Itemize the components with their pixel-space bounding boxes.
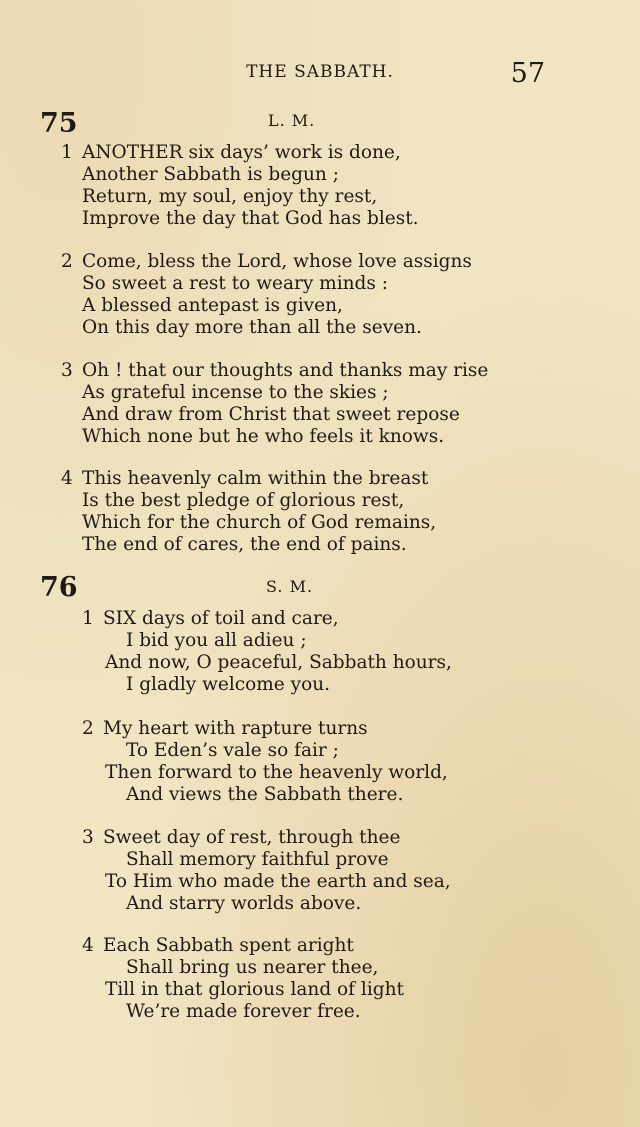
stanza-line: Which for the church of God remains, [82,512,437,533]
stanza-number: 1 [61,142,73,163]
stanza-line: And starry worlds above. [126,893,362,914]
stanza-line [82,608,452,630]
hymn-meter: S. M. [266,577,314,596]
stanza-line: Then forward to the heavenly world, [105,762,448,783]
stanza-line [82,718,448,740]
verse-text: Oh ! that our thoughts and thanks may rise [82,360,489,381]
stanza [61,251,472,339]
stanza-line: And views the Sabbath there. [126,784,404,805]
stanza-line [61,251,472,273]
stanza-line: Which none but he who feels it knows. [82,426,445,447]
stanza-number: 1 [82,608,94,629]
stanza-line [61,142,419,164]
verse-text: This heavenly calm within the breast [82,468,429,489]
stanza-number: 2 [61,251,73,272]
stanza-line: Is the best pledge of glorious rest, [82,490,405,511]
verse-text: Sweet day of rest, through thee [103,827,401,848]
stanza-line: The end of cares, the end of pains. [82,534,407,555]
hymn-number: 76 [40,572,78,603]
stanza-line: And now, O peaceful, Sabbath hours, [105,652,452,673]
stanza [82,718,448,806]
stanza-number: 4 [82,935,94,956]
stanza [61,468,436,556]
stanza-line [82,827,451,849]
verse-text: Each Sabbath spent aright [103,935,354,956]
verse-text: SIX days of toil and care, [103,608,339,629]
stanza-line: As grateful incense to the skies ; [82,382,389,403]
stanza-line: To Eden’s vale so fair ; [126,740,339,761]
stanza-line: Shall memory faithful prove [126,849,389,870]
stanza [82,608,452,696]
hymn-number: 75 [40,108,78,139]
stanza-number: 3 [82,827,94,848]
stanza-number: 4 [61,468,73,489]
stanza-line: Shall bring us nearer thee, [126,957,379,978]
stanza-line: A blessed antepast is given, [82,295,343,316]
stanza-line: Another Sabbath is begun ; [82,164,339,185]
verse-text: Come, bless the Lord, whose love assigns [82,251,472,272]
stanza-number: 3 [61,360,73,381]
stanza [82,935,404,1023]
stanza-line: I gladly welcome you. [126,674,331,695]
stanza-line: I bid you all adieu ; [126,630,307,651]
verse-text: ANOTHER six days’ work is done, [82,142,401,163]
verse-text: My heart with rapture turns [103,718,368,739]
running-title: THE SABBATH. [246,62,394,82]
stanza-line: To Him who made the earth and sea, [105,871,451,892]
stanza-line: Return, my soul, enjoy thy rest, [82,186,378,207]
stanza-line: We’re made forever free. [126,1001,361,1022]
stanza-line: Improve the day that God has blest. [82,208,419,229]
stanza-line: So sweet a rest to weary minds : [82,273,389,294]
stanza-line: On this day more than all the seven. [82,317,422,338]
stanza-line [61,360,488,382]
hymn-meter: L. M. [268,111,316,130]
stanza-line: Till in that glorious land of light [105,979,404,1000]
stanza-line [61,468,436,490]
stanza [82,827,451,915]
stanza [61,142,419,230]
page-number: 57 [510,58,545,89]
stanza [61,360,488,448]
stanza-number: 2 [82,718,94,739]
stanza-line: And draw from Christ that sweet repose [82,404,460,425]
stanza-line [82,935,404,957]
